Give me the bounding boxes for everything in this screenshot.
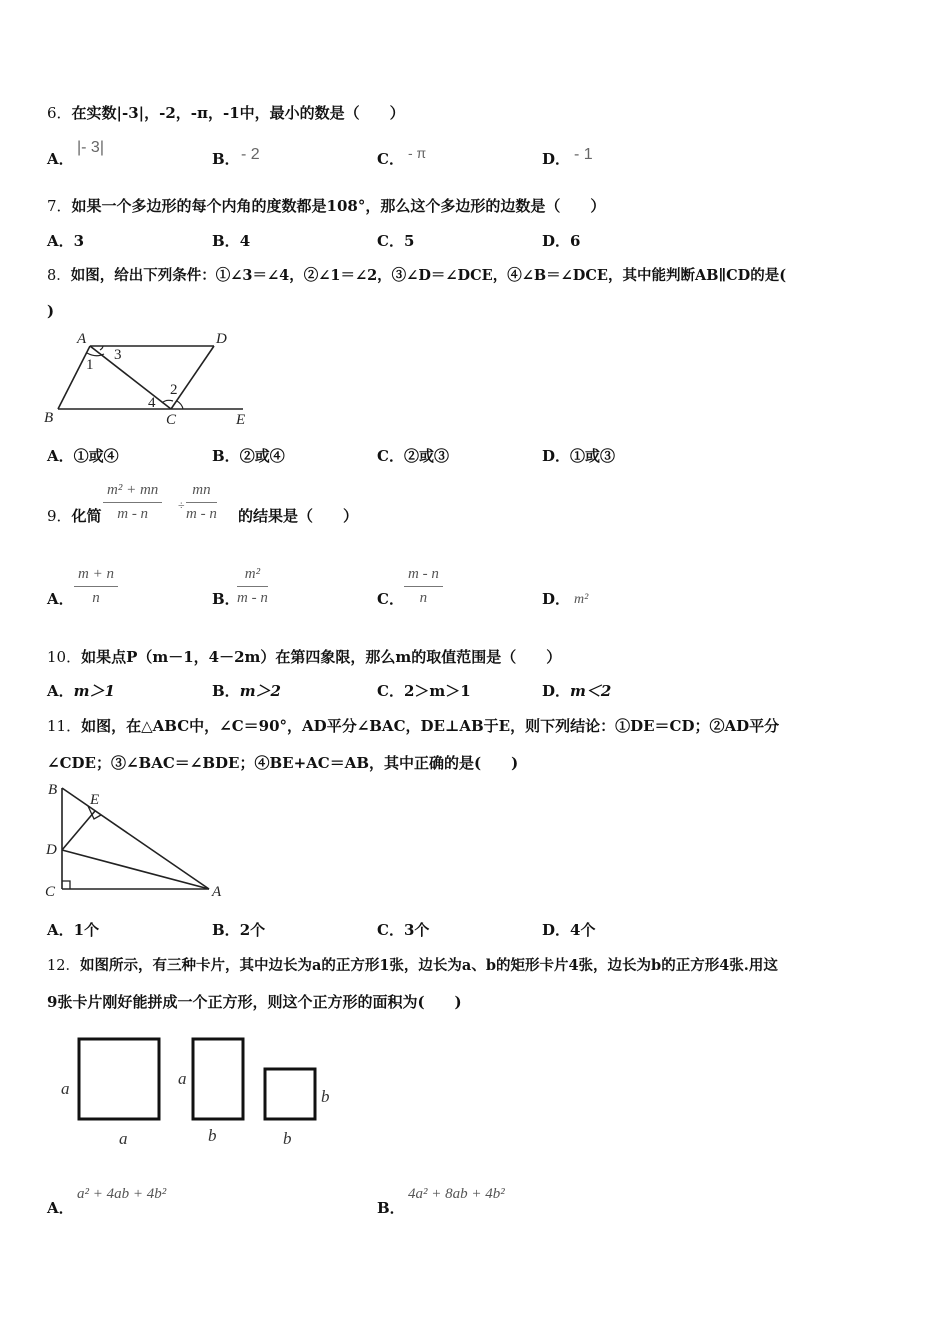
point-d-label: D [216, 331, 227, 347]
option-value: ②或④ [239, 447, 285, 465]
option-value: ①或④ [73, 447, 119, 465]
point-d-label: D [46, 842, 57, 858]
segment-dc [171, 346, 214, 409]
point-e-label: E [236, 412, 246, 428]
q9-option-b-fraction [237, 566, 268, 607]
q9-option-a-fraction [74, 566, 118, 607]
option-value: 1个 [73, 921, 100, 939]
angle-1-label: 1 [86, 357, 94, 373]
option-label: A． [47, 921, 74, 939]
option-label: A． [47, 1199, 74, 1217]
q7-text: 如果一个多边形的每个内角的度数都是108°，那么这个多边形的边数是（ ） [71, 197, 606, 215]
q9-option-d-value: m² [574, 592, 589, 607]
option-value: 4个 [570, 921, 596, 939]
fraction-denominator: n [419, 590, 428, 606]
q8-option-b[interactable] [212, 445, 285, 466]
q8-option-c[interactable] [377, 445, 449, 466]
option-label: A． [47, 232, 74, 250]
option-label: D． [542, 590, 571, 608]
option-value: m＞2 [239, 682, 281, 700]
q11-figure-right-triangle [40, 778, 230, 900]
q7-option-d[interactable] [542, 230, 580, 251]
q11-option-b[interactable] [212, 919, 265, 940]
segment-ba [62, 788, 209, 889]
q6-number: 6． [47, 104, 72, 122]
q9-option-c[interactable] [377, 588, 404, 609]
q9-fraction-1 [103, 482, 162, 523]
q6-option-a[interactable] [47, 148, 74, 169]
segment-ac [90, 346, 171, 409]
q9-number: 9． [47, 507, 72, 525]
option-label: C． [377, 447, 404, 465]
q9-pre: 化简 [71, 507, 102, 525]
fraction-numerator: m - n [404, 566, 443, 587]
option-value: 2＞m＞1 [403, 682, 471, 700]
rectangle-side-label: a [178, 1069, 187, 1088]
q9-option-b[interactable] [212, 588, 240, 609]
option-label: D． [542, 150, 571, 168]
option-label: C． [377, 150, 404, 168]
option-label: A． [47, 682, 74, 700]
q9-f1-denominator: m - n [117, 506, 149, 522]
q12-number: 12． [47, 958, 80, 974]
q10-number: 10． [47, 648, 82, 666]
fraction-denominator: m - n [237, 590, 268, 606]
square-b-bottom-label: b [283, 1129, 292, 1148]
rectangle-bottom-label: b [208, 1126, 217, 1145]
q7-option-a[interactable] [47, 230, 84, 251]
card-rectangle-ab [193, 1039, 243, 1119]
q8-number: 8． [47, 268, 71, 284]
q11-stem [47, 715, 779, 736]
option-label: B． [212, 921, 240, 939]
q6-option-b-value: - 2 [241, 146, 260, 163]
square-a-bottom-label: a [119, 1129, 128, 1148]
option-value: m＜2 [570, 682, 612, 700]
option-label: D． [542, 682, 571, 700]
option-label: C． [377, 921, 404, 939]
square-a-side-label: a [61, 1079, 70, 1098]
q6-option-b[interactable] [212, 148, 240, 169]
q7-stem [47, 195, 605, 216]
fraction-numerator: m + n [74, 566, 118, 587]
q6-option-d-value: - 1 [574, 146, 593, 163]
q6-option-c[interactable] [377, 148, 404, 169]
q10-option-d[interactable] [542, 680, 611, 701]
segment-da [62, 850, 209, 889]
point-a-label: A [77, 331, 87, 347]
q10-option-c[interactable] [377, 680, 471, 701]
angle-mark-2 [177, 401, 183, 409]
q8-stem-cont: ) [47, 302, 55, 320]
option-label: D． [542, 921, 571, 939]
q9-fraction-2 [186, 482, 217, 523]
q11-text: 如图，在△ABC中，∠C＝90°，AD平分∠BAC，DE⊥AB于E，则下列结论：①DE＝CD；②AD平分 [81, 717, 780, 735]
q10-option-a[interactable] [47, 680, 115, 701]
q11-stem-cont: ∠CDE；③∠BAC＝∠BDE；④BE+AC＝AB，其中正确的是( ) [47, 754, 519, 772]
q10-stem [47, 646, 561, 667]
point-c-label: C [166, 412, 177, 428]
q9-stem-post: 的结果是（ ） [238, 507, 359, 525]
right-angle-c [62, 881, 70, 889]
point-c-label: C [45, 884, 56, 900]
q11-option-d[interactable] [542, 919, 595, 940]
option-value: 6 [570, 232, 581, 250]
q9-option-d[interactable] [542, 588, 570, 609]
q8-option-d[interactable] [542, 445, 615, 466]
option-label: D． [542, 232, 571, 250]
option-label: B． [212, 590, 240, 608]
option-label: B． [377, 1199, 405, 1217]
option-value: m＞1 [73, 682, 115, 700]
q12-figure-cards [55, 1030, 345, 1155]
option-label: A． [47, 590, 74, 608]
option-value: ②或③ [403, 447, 449, 465]
point-b-label: B [48, 782, 58, 798]
card-square-a [79, 1039, 159, 1119]
q11-option-c[interactable] [377, 919, 429, 940]
q9-option-c-fraction [404, 566, 443, 607]
point-e-label: E [90, 792, 100, 808]
fraction-denominator: n [92, 590, 100, 606]
q9-f1-numerator: m² + mn [103, 482, 162, 503]
q7-option-c[interactable] [377, 230, 414, 251]
point-a-label: A [212, 884, 222, 900]
option-label: C． [377, 682, 404, 700]
fraction-numerator: m² [237, 566, 268, 587]
option-label: C． [377, 232, 404, 250]
angle-3-label: 3 [114, 347, 122, 363]
q8-stem [47, 264, 786, 285]
option-label: B． [212, 150, 240, 168]
option-value: 5 [403, 232, 415, 250]
option-value: 4 [239, 232, 251, 250]
q12-option-b-value: 4a² + 8ab + 4b² [408, 1186, 505, 1202]
q12-stem [47, 954, 778, 975]
q12-option-b[interactable] [377, 1197, 405, 1218]
q12-option-a[interactable] [47, 1197, 74, 1218]
q6-option-d[interactable] [542, 148, 570, 169]
q8-figure-parallelogram [40, 328, 255, 428]
option-label: C． [377, 590, 404, 608]
option-value: 3个 [403, 921, 430, 939]
q9-divide-sign: ÷ [178, 498, 185, 512]
point-b-label: B [44, 410, 54, 426]
option-value: ①或③ [570, 447, 616, 465]
q6-stem [47, 102, 405, 123]
q12-text: 如图所示，有三种卡片，其中边长为a的正方形1张，边长为a、b的矩形卡片4张，边长为b的正方形4张.用这 [79, 957, 778, 974]
angle-4-label: 4 [148, 395, 156, 411]
option-label: B． [212, 447, 240, 465]
segment-de [62, 811, 95, 850]
q6-option-a-value: |- 3| [77, 139, 104, 156]
q11-option-a[interactable] [47, 919, 99, 940]
card-square-b [265, 1069, 315, 1119]
q10-option-b[interactable] [212, 680, 281, 701]
q7-option-b[interactable] [212, 230, 250, 251]
option-label: B． [212, 682, 240, 700]
option-label: A． [47, 447, 74, 465]
option-value: 2个 [239, 921, 266, 939]
q6-text: 在实数|-3|，-2，-π，-1中，最小的数是（ ） [71, 104, 405, 122]
q9-option-a[interactable] [47, 588, 74, 609]
square-b-side-label: b [321, 1087, 330, 1106]
segment-ab [58, 346, 90, 409]
q9-f2-numerator: mn [186, 482, 217, 503]
option-value: 3 [73, 232, 85, 250]
q6-option-c-value: - π [408, 145, 427, 161]
q12-stem-cont: 9张卡片刚好能拼成一个正方形，则这个正方形的面积为( ) [47, 993, 462, 1011]
q12-option-a-value: a² + 4ab + 4b² [77, 1186, 167, 1202]
q9-stem-pre [47, 505, 102, 526]
q9-f2-denominator: m - n [186, 506, 217, 522]
option-label: B． [212, 232, 240, 250]
q8-text: 如图，给出下列条件：①∠3＝∠4，②∠1＝∠2，③∠D＝∠DCE，④∠B＝∠DCE，其中能判断AB∥CD的是( [70, 267, 787, 284]
q11-number: 11． [47, 717, 82, 735]
q7-number: 7． [47, 197, 72, 215]
option-label: A． [47, 150, 74, 168]
angle-2-label: 2 [170, 382, 178, 398]
q8-option-a[interactable] [47, 445, 119, 466]
q10-text: 如果点P（m－1，4－2m）在第四象限，那么m的取值范围是（ ） [81, 648, 562, 666]
option-label: D． [542, 447, 571, 465]
